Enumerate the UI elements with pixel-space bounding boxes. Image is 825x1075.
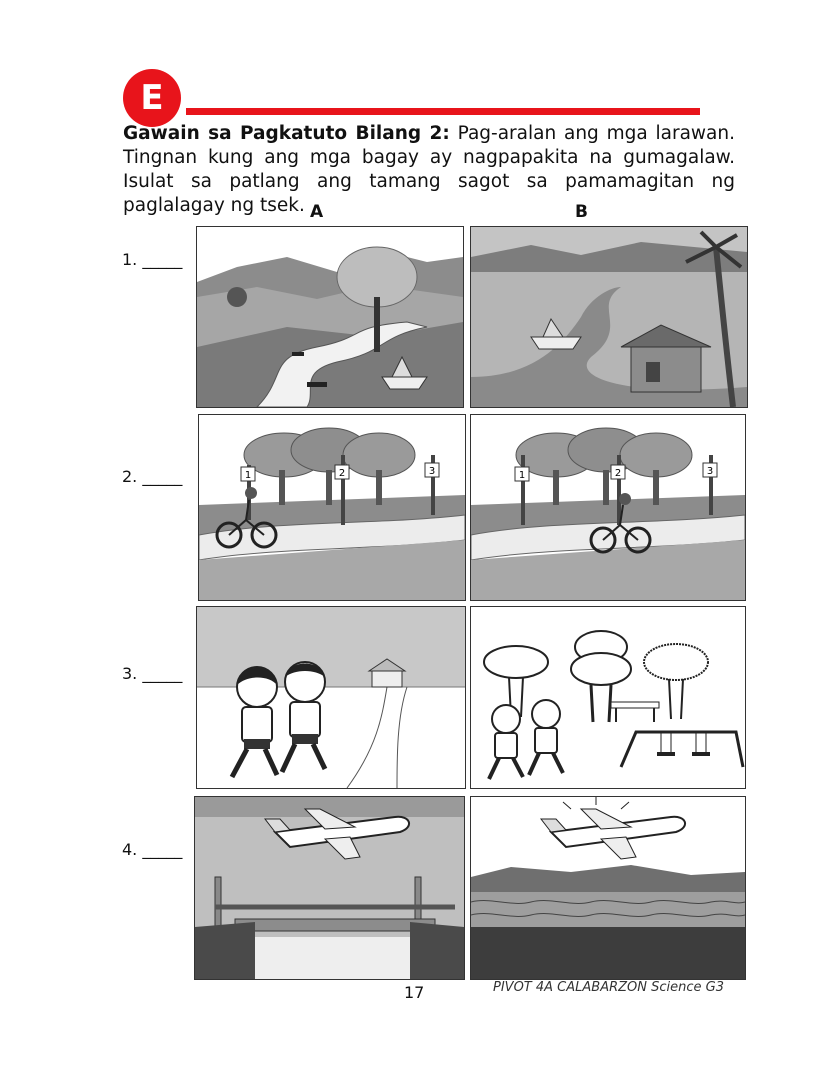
column-a-header: A xyxy=(310,202,324,222)
signpost-3-label: 3 xyxy=(428,466,436,477)
item-2-picture-a xyxy=(198,414,466,601)
item-3-picture-a xyxy=(196,606,466,789)
signpost-2-label: 2 xyxy=(614,468,622,479)
item-4-blank: 4. _____ xyxy=(122,840,183,859)
item-3-blank: 3. _____ xyxy=(122,664,183,683)
item-4-picture-b xyxy=(470,796,746,980)
section-badge: E xyxy=(123,69,181,127)
instructions xyxy=(123,122,735,218)
item-1-picture-a xyxy=(196,226,464,408)
item-4-picture-a xyxy=(194,796,465,980)
item-2-picture-b xyxy=(470,414,746,601)
signpost-1-label: 1 xyxy=(244,470,252,481)
activity-title: Gawain sa Pagkatuto Bilang 2: xyxy=(123,123,450,144)
column-b-header: B xyxy=(575,202,588,222)
signpost-1-label: 1 xyxy=(518,470,526,481)
activity-body: Pag-aralan ang mga larawan. Tingnan kung ang mga bagay ay nagpapakita na gumagalaw. Isulat sa patlang ang tamang sagot sa pamamagitan ng paglalagay ng tsek. xyxy=(123,123,735,216)
footer-credit: PIVOT 4A CALABARZON Science G3 xyxy=(493,980,724,995)
header-rule xyxy=(186,108,700,115)
signpost-3-label: 3 xyxy=(706,466,714,477)
item-1-blank: 1. _____ xyxy=(122,250,183,269)
item-1-picture-b xyxy=(470,226,748,408)
item-2-blank: 2. _____ xyxy=(122,467,183,486)
page-number: 17 xyxy=(404,983,425,1002)
item-3-picture-b xyxy=(470,606,746,789)
signpost-2-label: 2 xyxy=(338,468,346,479)
